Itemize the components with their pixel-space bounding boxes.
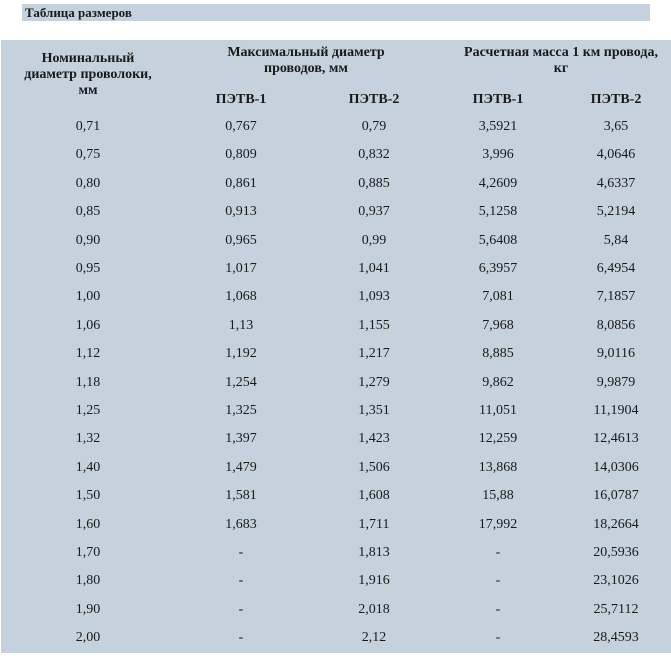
cell-nominal-diameter: 1,00 [75,289,101,305]
cell-max-petv2: 1,279 [358,374,390,390]
cell-nominal-diameter: 0,75 [75,147,101,163]
cell-nominal-diameter: 1,90 [75,601,101,617]
cell-mass-petv2: 8,0856 [596,317,636,333]
cell-nominal-diameter: 1,60 [75,516,101,532]
cell-nominal-diameter: 1,50 [75,488,101,504]
cell-max-petv1: - [238,601,244,617]
cell-mass-petv2: 4,6337 [596,175,636,191]
cell-mass-petv1: - [495,573,501,589]
cell-mass-petv1: 8,885 [482,346,514,362]
cell-nominal-diameter: 0,71 [75,119,101,134]
cell-mass-petv2: 9,9879 [596,374,636,390]
cell-nominal-diameter: 0,95 [75,261,101,276]
cell-max-petv2: 0,79 [361,119,387,134]
cell-mass-petv2: 18,2664 [593,516,639,532]
cell-max-petv1: - [238,573,244,589]
cell-nominal-diameter: 0,90 [75,232,101,248]
cell-max-petv2: 2,018 [358,601,390,617]
cell-max-petv1: 0,767 [225,119,257,134]
cell-mass-petv2: 14,0306 [593,459,639,475]
cell-mass-petv1: 3,996 [482,147,514,163]
cell-mass-petv1: 6,3957 [478,261,518,276]
page-title: Таблица размеров [22,4,650,21]
cell-mass-petv2: 9,0116 [597,346,635,362]
cell-max-petv1: 0,965 [225,232,257,248]
table-row [1,318,671,347]
cell-mass-petv2: 11,1904 [593,403,639,418]
cell-max-petv2: 1,351 [358,403,390,418]
table-row [1,204,671,233]
header-calculated-mass: Расчетная масса 1 км провода, кг [464,45,658,76]
cell-max-petv2: 1,423 [358,431,390,447]
cell-max-petv1: 1,683 [225,516,257,532]
table-row [1,375,671,404]
cell-nominal-diameter: 0,85 [75,204,101,220]
cell-mass-petv1: 4,2609 [478,175,518,191]
cell-mass-petv1: 5,1258 [478,204,518,220]
cell-max-petv1: 1,325 [225,403,257,418]
cell-max-petv2: 1,916 [358,573,390,589]
cell-max-petv1: 0,861 [225,175,257,191]
table-row [1,403,671,432]
cell-max-petv1: 1,13 [228,317,254,333]
cell-max-petv2: 1,041 [358,261,390,276]
cell-max-petv2: 1,813 [358,545,390,560]
table-row [1,431,671,460]
cell-max-petv1: 1,192 [225,346,257,362]
table-row [1,147,671,176]
header-nominal-diameter: Номинальный диаметр проволоки, мм [24,51,152,98]
cell-mass-petv2: 28,4593 [593,630,639,646]
table-row [1,545,671,574]
cell-mass-petv1: 7,081 [482,289,514,305]
cell-nominal-diameter: 1,18 [75,374,101,390]
cell-max-petv1: 1,068 [225,289,257,305]
cell-mass-petv2: 7,1857 [596,289,636,305]
cell-nominal-diameter: 1,32 [75,431,101,447]
cell-max-petv1: 0,913 [225,204,257,220]
table-row [1,488,671,517]
header-mass-petv2: ПЭТВ-2 [590,92,642,107]
cell-mass-petv2: 3,65 [603,119,629,134]
cell-max-petv1: - [238,545,244,560]
cell-mass-petv2: 16,0787 [593,488,639,504]
cell-max-petv1: 1,479 [225,459,257,475]
cell-nominal-diameter: 1,80 [75,573,101,589]
cell-mass-petv1: 13,868 [478,459,518,475]
cell-mass-petv1: 11,051 [479,403,517,418]
cell-mass-petv1: - [495,630,501,646]
table-row [1,233,671,262]
cell-nominal-diameter: 0,80 [75,175,101,191]
cell-max-petv2: 1,217 [358,346,390,362]
cell-mass-petv2: 5,84 [603,232,629,248]
header-max-diameter: Максимальный диаметр проводов, мм [227,45,385,76]
cell-max-petv1: 1,017 [225,261,257,276]
cell-mass-petv1: 12,259 [478,431,518,447]
size-table [1,40,671,653]
cell-max-petv2: 0,937 [358,204,390,220]
cell-max-petv2: 1,093 [358,289,390,305]
table-row [1,460,671,489]
cell-nominal-diameter: 1,12 [75,346,101,362]
cell-mass-petv2: 6,4954 [596,261,636,276]
cell-mass-petv2: 25,7112 [593,601,639,617]
table-row [1,346,671,375]
table-row [1,630,671,659]
cell-max-petv1: 1,397 [225,431,257,447]
cell-max-petv1: 1,581 [225,488,257,504]
cell-mass-petv1: 5,6408 [478,232,518,248]
cell-mass-petv2: 20,5936 [593,545,639,560]
cell-max-petv2: 0,832 [358,147,390,163]
cell-mass-petv2: 4,0646 [596,147,636,163]
cell-max-petv2: 0,885 [358,175,390,191]
cell-nominal-diameter: 1,06 [75,317,101,333]
table-row [1,261,671,290]
table-row [1,602,671,631]
header-max-petv1: ПЭТВ-1 [215,92,267,107]
cell-max-petv2: 1,711 [358,516,390,532]
cell-max-petv1: 1,254 [225,374,257,390]
cell-max-petv2: 2,12 [361,630,387,646]
cell-mass-petv2: 23,1026 [593,573,639,589]
cell-max-petv2: 1,155 [358,317,390,333]
cell-nominal-diameter: 1,70 [75,545,101,560]
cell-mass-petv1: 7,968 [482,317,514,333]
table-row [1,289,671,318]
cell-mass-petv1: - [495,601,501,617]
cell-mass-petv1: 15,88 [482,488,514,504]
cell-mass-petv2: 12,4613 [593,431,639,447]
table-row [1,119,671,148]
header-max-petv2: ПЭТВ-2 [348,92,400,107]
cell-nominal-diameter: 1,25 [75,403,101,418]
header-mass-petv1: ПЭТВ-1 [472,92,524,107]
table-row [1,573,671,602]
cell-nominal-diameter: 2,00 [75,630,101,646]
cell-max-petv2: 1,506 [358,459,390,475]
cell-mass-petv1: - [495,545,501,560]
cell-max-petv2: 0,99 [361,232,387,248]
cell-mass-petv2: 5,2194 [596,204,636,220]
cell-mass-petv1: 3,5921 [478,119,518,134]
cell-nominal-diameter: 1,40 [75,459,101,475]
cell-max-petv2: 1,608 [358,488,390,504]
cell-max-petv1: 0,809 [225,147,257,163]
table-row [1,517,671,546]
cell-mass-petv1: 17,992 [478,516,518,532]
cell-max-petv1: - [238,630,244,646]
cell-mass-petv1: 9,862 [482,374,514,390]
table-row [1,176,671,205]
